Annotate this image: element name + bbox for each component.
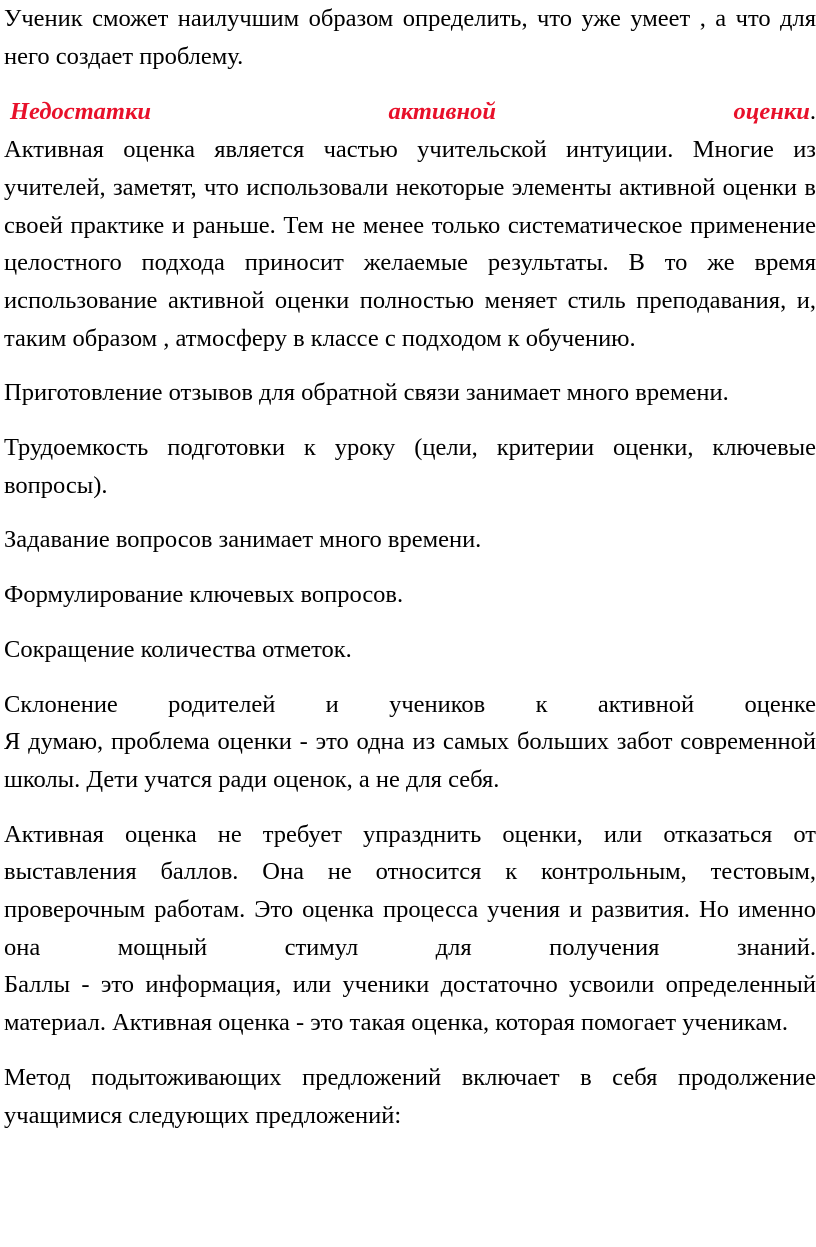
paragraph-school-concern: Я думаю, проблема оценки - это одна из самых больших забот современной школы. Дети учатся ради оценок, а не для себя. <box>4 728 816 793</box>
paragraph-intro: Ученик сможет наилучшим образом определить, что уже умеет , а что для него создает проблему. <box>4 5 816 70</box>
paragraph-persuasion-line: Склонение родителей и учеников к активной оценке <box>4 690 816 718</box>
paragraph-points-info: Баллы - это информация, или ученики достаточно усвоили определенный материал. Активная оценка - это такая оценка, которая помогает ученикам. <box>4 971 816 1037</box>
paragraph-lesson-prep: Трудоемкость подготовки к уроку (цели, критерии оценки, ключевые вопросы). <box>4 434 816 499</box>
paragraph-key-questions: Формулирование ключевых вопросов. <box>4 581 404 609</box>
heading-word-2: активной <box>388 98 496 126</box>
paragraph-not-abolish-block <box>4 816 816 1042</box>
heading-word-3-wrap <box>733 93 816 131</box>
paragraph-fewer-marks: Сокращение количества отметок. <box>4 635 352 663</box>
heading-period: . <box>809 98 816 126</box>
section-heading <box>4 93 816 131</box>
heading-word-1: Недостатки <box>10 98 152 126</box>
paragraph-feedback-time: Приготовление отзывов для обратной связи занимает много времени. <box>4 379 729 407</box>
heading-word-3: оценки <box>733 98 810 126</box>
paragraph-not-abolish: Активная оценка не требует упразднить оценки, или отказаться от выставления баллов. Она не относится к контрольным, тестовым, проверочным работам. Это оценка процесса учения и развития. Но именно она мощный стимул для получения знаний. <box>4 820 816 961</box>
paragraph-active-assessment: Активная оценка является частью учительской интуиции. Многие из учителей, заметят, что использовали некоторые элементы активной оценки в своей практике и раньше. Тем не менее только систематическое применение целостного подхода приносит желаемые результаты. В то же время использование активной оценки полностью меняет стиль преподавания, и, таким образом , атмосферу в классе с подходом к обучению. <box>4 136 816 352</box>
paragraph-persuasion-block <box>4 686 816 799</box>
paragraph-summary-method: Метод подытоживающих предложений включает в себя продолжение учащимися следующих предложений: <box>4 1063 816 1129</box>
paragraph-questions-time: Задавание вопросов занимает много времени. <box>4 526 482 554</box>
